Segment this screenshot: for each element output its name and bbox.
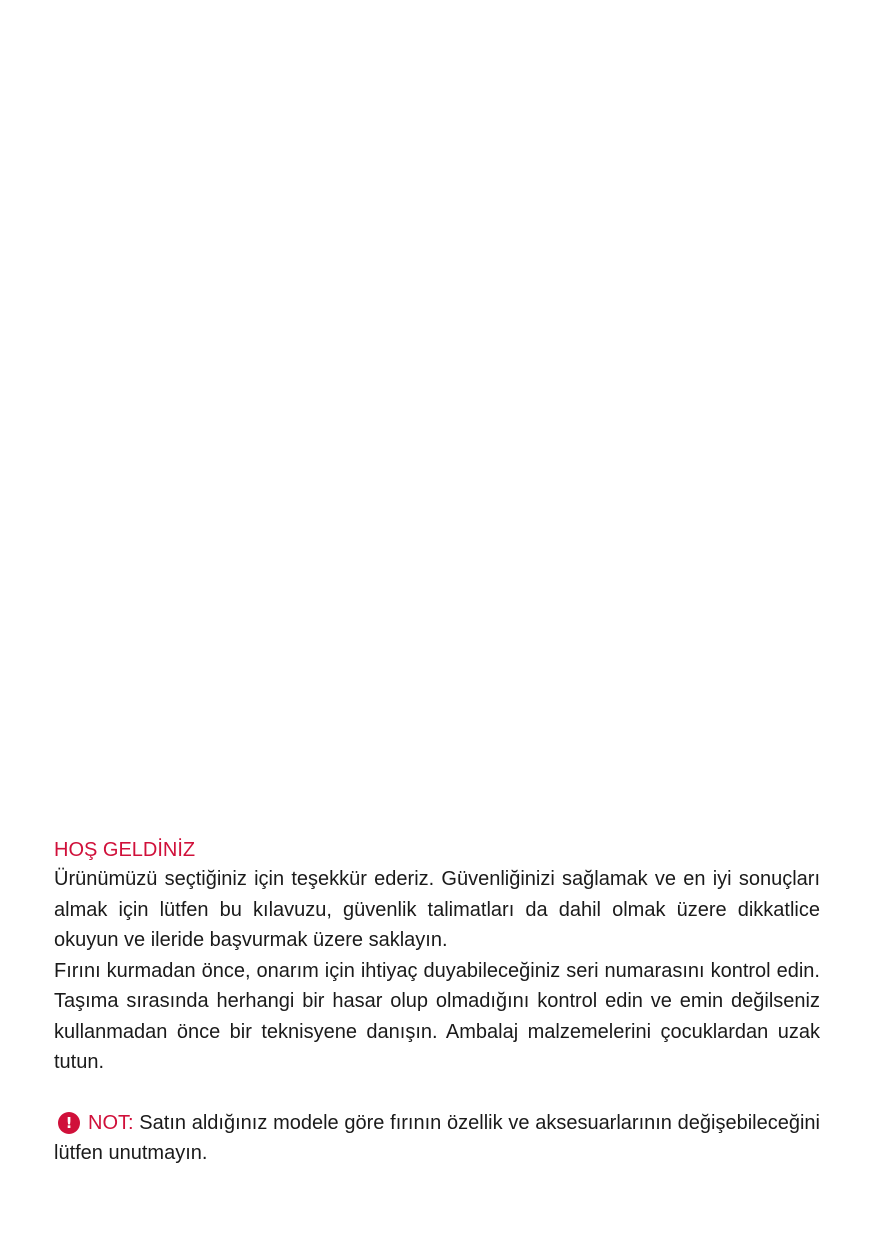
note-block [54,1108,820,1169]
welcome-section [54,836,820,1169]
exclamation-icon: ! [58,1112,80,1134]
section-heading: HOŞ GELDİNİZ [54,839,196,861]
intro-paragraph: Ürünümüzü seçtiğiniz için teşekkür ederiz. Güvenliğinizi sağlamak ve en iyi sonuçları almak için lütfen bu kılavuzu, güvenlik talimatları da dahil olmak üzere dikkatlice okuyun ve ileride başvurmak üzere saklayın. [54,868,820,951]
setup-paragraph: Fırını kurmadan önce, onarım için ihtiyaç duyabileceğiniz seri numarasını kontrol edin. Taşıma sırasında herhangi bir hasar olup olmadığını kontrol edin ve emin değilseniz kullanmadan önce bir teknisyene danışın. Ambalaj malzemelerini çocuklardan uzak tutun. [54,959,820,1073]
note-text: Satın aldığınız modele göre fırının özellik ve aksesuarlarının değişebileceğini lütfen unutmayın. [54,1111,820,1164]
note-label: NOT: [88,1111,134,1134]
